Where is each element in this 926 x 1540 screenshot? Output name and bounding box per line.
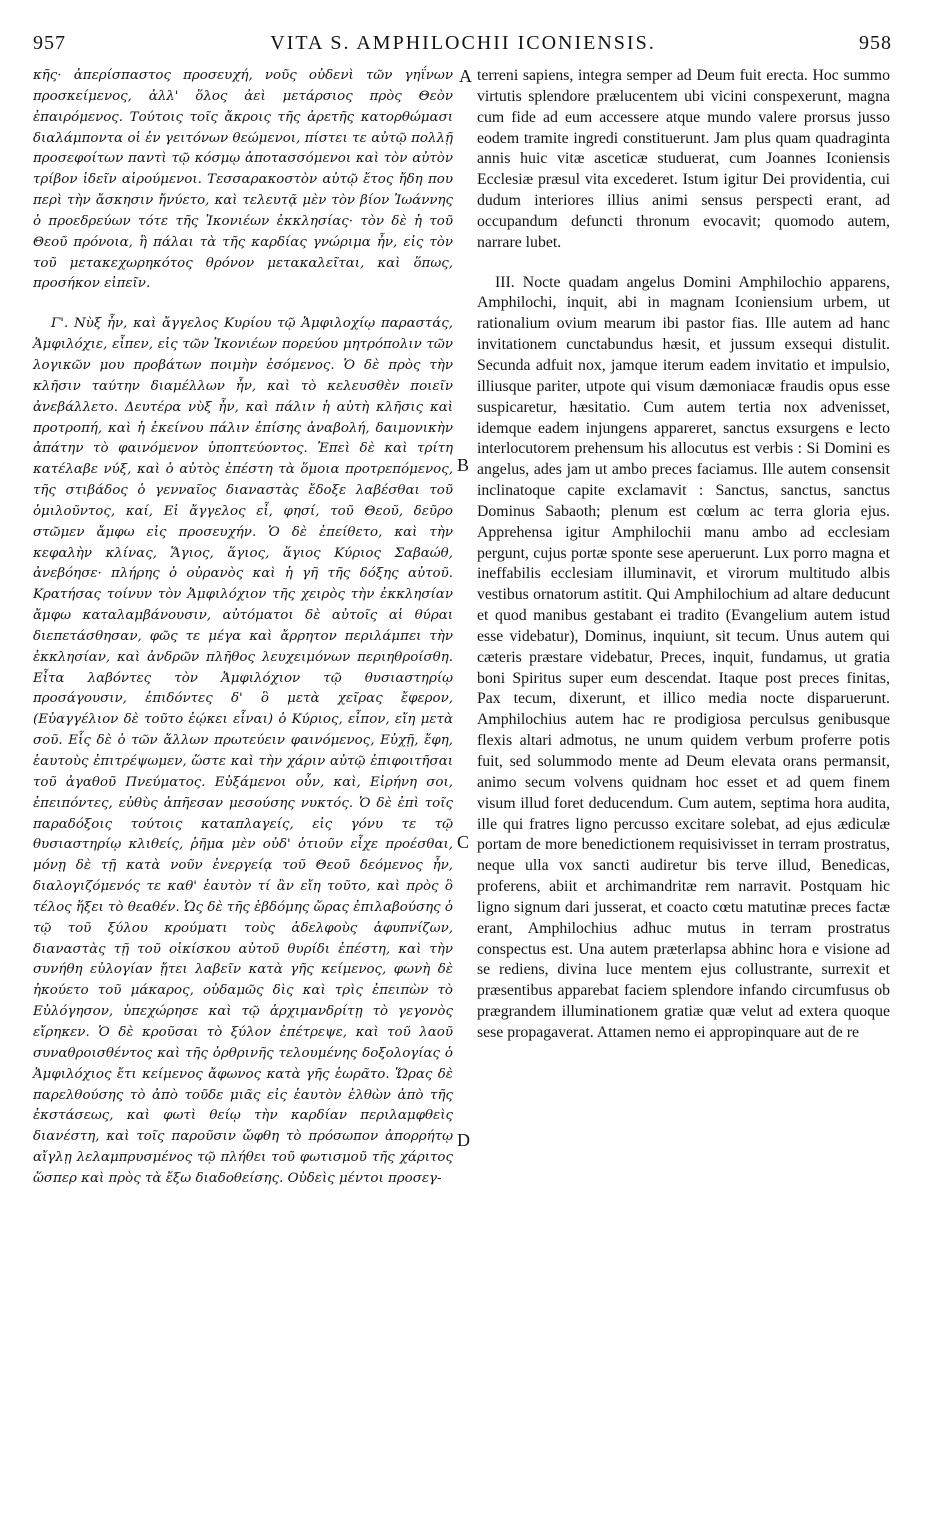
greek-paragraph-1: κῆς· ἀπερίσπαστος προσευχή, νοῦς οὐδενὶ τῶν γηΐνων προσκείμενος, ἀλλ' ὅλος ἀεὶ μετάρσιος πρὸς Θεὸν ἐπαιρόμενος. Τούτοις τοῖς ἄκροις τῆς ἀρετῆς κατορθώμασι διαλάμποντα οἱ ἐν γειτόνων θεώμενοι, πίστει τε αὐτῷ πολλῇ προσεφοίτων παντὶ τῷ κόσμῳ ἀποτασσόμενοι καὶ τὸν αὐτὸν τρίβον ἰδεῖν αἱρούμενοι. Τεσσαρακοστὸν αὐτῷ ἔτος ἤδη που περὶ τὴν ἄσκησιν ἤνύετο, καὶ τελευτᾷ μὲν τὸν βίον Ἰωάννης ὁ προεδρεύων τότε τῆς Ἰκονιέων ἐκκλησίας· τὸν δὲ ἡ τοῦ Θεοῦ πρόνοια, ἣ πάλαι τὰ τῆς καρδίας γνώριμα ἦν, εἰς τὸν τοῦ μετακεχωρηκότος θρόνον μετακαλεῖται, καὶ ὅπως, προσήκον εἰπεῖν. [33,68,453,292]
latin-column [477,66,890,1044]
latin-paragraph-1: terreni sapiens, integra semper ad Deum fuit erecta. Hoc summo virtutis splendore prælucentem ubi vicini conspexerunt, magna cum fide ad eum accessere atque mundo valere prorsus jusso eodem tramite ingredi constituerunt. Jam plus quam quadraginta annis huic vitæ asceticæ studuerat, cum Joannes Iconiensis Ecclesiæ præsul vita excederet. Istum igitur Dei providentia, cui dudum interiores illius animi sensus perspecti erant, ad occupandum defuncti thronum evocavit; quomodo autem, narrare lubet. [477,67,890,251]
margin-letter-a: A [459,66,472,86]
page-number-left: 957 [33,32,66,54]
margin-letter-d: D [457,1130,470,1150]
margin-letter-c: C [457,832,470,852]
margin-letter-b: B [457,455,470,475]
greek-column [33,66,453,1190]
latin-paragraph-2: III. Nocte quadam angelus Domini Amphilochio apparens, Amphilochi, inquit, abi in magnam Iconiensium urbem, ut rationalium ovium mearum ibi pastor fias. Ille autem ad hanc invitationem cunctabundus hæsit, et jussum exsequi distulit. Secunda adfuit nox, jamque iterum eadem invitatio et impulsio, illiusque pariter, utpote qui visum dæmoniacæ fraudis opus esse suspicaretur, hæsitatio. Cum autem tertia nox advenisset, idemque eadem injungens appareret, sanctus exsurgens e lecto interlocutorem prehensum his allocutus est verbis : Si Domini es angelus, ades jam ut ambo preces faciamus. Ille autem consensit inclinatoque capite exclamavit : Sanctus, sanctus, sanctus Dominus Sabaoth; plenum est cœlum ac terra gloria ejus. Apprehensa igitur Amphilochii manu ambo ad ecclesiam pergunt, cujus portæ sponte sese aperuerunt. Lux porro magna et ineffabilis ecclesiam illuminavit, et virorum multitudo albis vestibus ornatorum astitit. Qui Amphilochium ad altare deducunt et quod manibus gestabant ei tradito (Evangelium autem istud esse videbatur), Dominus, inquiunt, sit tecum. Unus autem qui cæteris præstare videbatur, Preces, inquit, fundamus, ut gratia boni Spiritus super eum descendat. Itaque post preces finitas, Pax tecum, dixerunt, et illico media nocte disparuerunt. Amphilochius autem hac re prodigiosa perculsus genibusque flexis altari admotus, ne unum quidem verbum proferre potis fuit, sed solummodo mente ad Deum elevata orans permansit, animo secum volvens quidnam hoc esset et ad quem finem visum illud foret deducendum. Cum autem, septima hora audita, ille qui fratres ligno percusso excitare solebat, ad ejus ædiculæ portam de more benedictionem requisivisset in terram prostratus, neque ulla vox sancti audiretur bis terve illud, Benedicas, proferens, abiit et archimandritæ rem narravit. Postquam hic ligno signum dari jusserat, et coacto cœtu matutinæ preces factæ erant, Amphilochius adhuc mutus in terram prostratus conspectus est. Una autem præterlapsa abhinc hora e visione ad se rediens, divina luce mentem ejus collustrante, surrexit et præsentibus apparebat faciem splendore infando circumfusus ob prægrandem illuminationem gratiæ quæ velut ad extera quoque sese propagaverat. Attamen nemo ei appropinquare aut de re [477,273,890,1041]
running-title: VITA S. AMPHILOCHII ICONIENSIS. [270,32,656,54]
greek-paragraph-2: Γ'. Νὺξ ἦν, καὶ ἄγγελος Κυρίου τῷ Ἀμφιλοχίῳ παραστάς, Ἀμφιλόχιε, εἶπεν, εἰς τῶν Ἰκονιέων πορεύου μητρόπολιν τῶν λογικῶν μου προβάτων ποιμὴν ἐσόμενος. Ὁ δὲ πρὸς τὴν κλῆσιν ταύτην διαμέλλων ἦν, καὶ τὸ κελευσθὲν ποιεῖν ἀνεβάλλετο. Δευτέρα νὺξ ἦν, καὶ πάλιν ἡ αὐτὴ κλῆσις καὶ προτροπή, καὶ ἡ ἐκείνου πάλιν ἐπίσης ἀναβολή, δαιμονικὴν ἀπάτην τὸ φαινόμενον ὑποπτεύοντος. Ἐπεὶ δὲ καὶ τρίτη κατέλαβε νύξ, καὶ ὁ αὐτὸς ἐπέστη τὰ ὅμοια προτρεπόμενος, τῆς στιβάδος ὁ γενναῖος διαναστὰς ἔδοξε λαβέσθαι τοῦ ὁμιλοῦντος, καί, Εἰ ἄγγελος εἶ, φησί, τοῦ Θεοῦ, δεῦρο στῶμεν ἄμφω εἰς προσευχήν. Ὁ δὲ ἐπείθετο, καὶ τὴν κεφαλὴν κλίνας, Ἅγιος, ἅγιος, ἅγιος Κύριος Σαβαώθ, ἀνεβόησε· πλήρης ὁ οὐρανὸς καὶ ἡ γῆ τῆς δόξης αὐτοῦ. Κρατήσας τοίνυν τὸν Ἀμφιλόχιον τῆς χειρὸς τὴν ἐκκλησίαν ἄμφω καταλαμβάνουσιν, αὐτόματοι δὲ αὐτοῖς αἱ θύραι διεπετάσθησαν, φῶς τε μέγα καὶ ἄρρητον περιλάμπει τὴν ἐκκλησίαν, καὶ ἀνδρῶν πλῆθος λευχειμόνων περιηθροίσθη. Εἶτα λαβόντες τὸν Ἀμφιλόχιον τῷ θυσιαστηρίῳ προσάγουσιν, ἐπιδόντες δ' ὃ μετὰ χεῖρας ἔφερον, (Εὐαγγέλιον δὲ τοῦτο ἐῴκει εἶναι) ὁ Κύριος, εἶπον, εἴη μετὰ σοῦ. Εἷς δὲ ὁ τῶν ἄλλων πρωτεύειν φαινόμενος, Εὐχῇ, ἔφη, ἑαυτοὺς ἐπιτρέψωμεν, ὥστε καὶ τὴν χάριν αὐτῷ ἐπιφοιτῆσαι τοῦ ἀγαθοῦ Πνεύματος. Εὐξάμενοι οὖν, καὶ, Εἰρήνη σοι, ἐπειπόντες, εὐθὺς ἀπῆεσαν μεσούσης νυκτός. Ὁ δὲ ἐπὶ τοῖς παραδόξοις τούτοις καταπλαγείς, εἰς γόνυ τε τῷ θυσιαστηρίῳ κλιθείς, ῥῆμα μὲν οὐδ' ὁτιοῦν εἶχε προέσθαι, μόνῃ δὲ τῇ κατὰ νοῦν ἐνεργείᾳ τοῦ Θεοῦ δεόμενος ἦν, διαλογιζόμενός τε καθ' ἑαυτὸν τί ἂν εἴη τοῦτο, καὶ πρὸς ὃ τέλος ἥξει τὸ θεαθέν. Ὡς δὲ τῆς ἑβδόμης ὥρας ἐπιλαβούσης ὁ τῷ τοῦ ξύλου κρούματι τοὺς ἀδελφοὺς ἀφυπνίζων, διαναστὰς τῇ τοῦ οἰκίσκου αὐτοῦ θυρίδι ἐπέστη, καὶ τὴν συνήθη εὐλογίαν ᾔτει λαβεῖν κατὰ γῆς κείμενος, φωνὴ δὲ ἠκούετο τοῦ μάκαρος, οὐδαμῶς δὶς καὶ τρὶς ἐπειπὼν τὸ Εὐλόγησον, ὑπεχώρησε καὶ τῷ ἀρχιμανδρίτῃ τὸ γεγονὸς εἴρηκεν. Ὁ δὲ κροῦσαι τὸ ξύλον ἐπέτρεψε, καὶ τοῦ λαοῦ συναθροισθέντος καὶ τῆς ὀρθρινῆς τελουμένης δοξολογίας ὁ Ἀμφιλόχιος ἔτι κείμενος ἄφωνος κατὰ γῆς ἑωρᾶτο. Ὥρας δὲ παρελθούσης τὸ ἀπὸ τοῦδε μιᾶς εἰς ἑαυτὸν ἐλθὼν ἀπὸ τῆς ἐκστάσεως, καὶ φωτὶ θείῳ τὴν καρδίαν περιλαμφθεὶς διανέστη, καὶ τοῖς παροῦσιν ὤφθη τὸ πρόσωπον ἀπορρήτῳ αἴγλῃ λελαμπρυσμένος τῷ πλήθει τοῦ φωτισμοῦ τῆς χάριτος ὥσπερ καὶ πρὸς τὰ ἔξω διαδοθείσης. Οὐδεὶς μέντοι προσεγ- [33,316,453,1186]
page-number-right: 958 [859,32,892,54]
